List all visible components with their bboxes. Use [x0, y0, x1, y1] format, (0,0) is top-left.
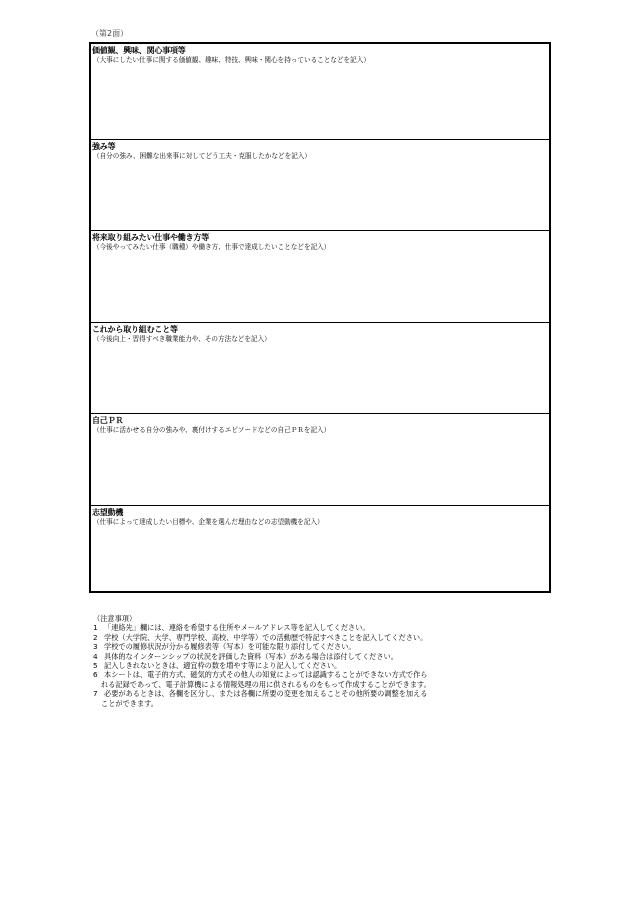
section-hint: （今後向上・習得すべき職業能力や、その方法などを記入） — [93, 335, 271, 343]
note-text: 具体的なインターンシップの状況を評価した資料（写本）がある場合は添付してください。 — [104, 651, 398, 661]
section-title: 自己ＰＲ — [92, 416, 124, 425]
note-number: 2 — [93, 632, 98, 642]
note-number: 3 — [93, 642, 98, 652]
section-values-interests[interactable] — [91, 44, 549, 139]
note-continuation: れる記録であって、電子計算機による情報処理の用に供されるものをもって作成することができます。 — [101, 679, 431, 689]
section-strengths[interactable] — [91, 139, 549, 230]
note-text: 学校での履修状況が分かる履修表等（写本）を可能な限り添付してください。 — [104, 642, 356, 652]
section-motivation[interactable] — [91, 505, 549, 591]
section-future-work[interactable] — [91, 230, 549, 322]
note-continuation: ことができます。 — [101, 698, 158, 708]
note-text: 本シートは、電子的方式、磁気的方式その他人の知覚によっては認識することができない方式で作ら — [104, 670, 428, 680]
note-text: 学校（大学院、大学、専門学校、高校、中学等）での活動歴で特記すべきことを記入してください。 — [104, 632, 428, 642]
section-hint: （今後やってみたい仕事（職種）や働き方、仕事で達成したいことなどを記入） — [93, 243, 331, 251]
note-item — [93, 633, 543, 642]
note-item — [93, 689, 543, 698]
note-item — [93, 652, 543, 661]
section-title: 将来取り組みたい仕事や働き方等 — [92, 233, 209, 242]
section-title: 強み等 — [92, 142, 116, 151]
note-text: 記入しきれないときは、適宜枠の数を増やす等により記入してください。 — [104, 661, 342, 671]
section-title: 志望動機 — [92, 508, 124, 517]
note-item — [93, 661, 543, 670]
note-number: 6 — [93, 670, 98, 680]
notes-block — [93, 614, 543, 708]
section-hint: （仕事によって達成したい目標や、企業を選んだ理由などの志望動機を記入） — [93, 518, 324, 526]
section-hint: （仕事に活かせる自分の強みや、裏付けするエピソードなどの自己ＰＲを記入） — [93, 426, 331, 434]
section-title: これから取り組むこと等 — [92, 325, 178, 334]
note-number: 7 — [93, 689, 98, 699]
note-item — [93, 642, 543, 651]
page-label: （第2面） — [91, 29, 129, 38]
career-sheet-form — [89, 42, 551, 593]
section-hint: （自分の強み、困難な出来事に対してどう工夫・克服したかなどを記入） — [93, 152, 311, 160]
note-number: 4 — [93, 651, 98, 661]
notes-heading: （注意事項） — [93, 614, 137, 623]
note-text: 「連絡先」欄には、連絡を希望する住所やメールアドレス等を記入してください。 — [104, 623, 370, 633]
note-number: 5 — [93, 661, 98, 671]
note-number: 1 — [93, 623, 98, 633]
note-item — [93, 670, 543, 679]
section-next-steps[interactable] — [91, 322, 549, 413]
note-item — [93, 623, 543, 632]
section-title: 価値観、興味、関心事項等 — [92, 46, 186, 55]
note-text: 必要があるときは、各欄を区分し、または各欄に所要の変更を加えることその他所要の調整を加える — [104, 689, 428, 699]
section-hint: （大事にしたい仕事に関する価値観、趣味、特技、興味・関心を持っていることなどを記入） — [93, 56, 370, 64]
section-self-pr[interactable] — [91, 413, 549, 505]
